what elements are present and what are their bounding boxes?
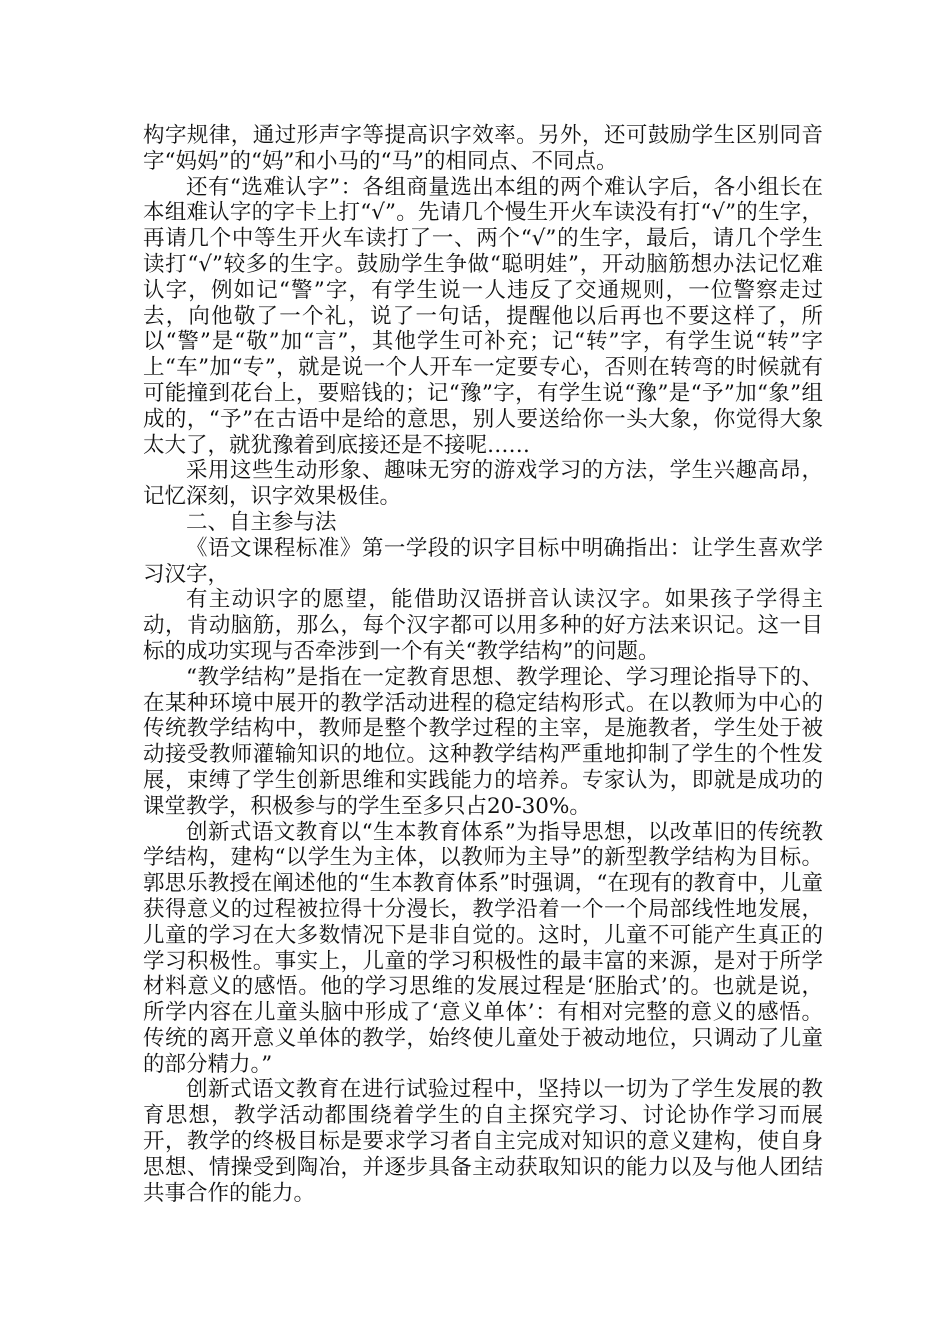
paragraph-7: 创新式语文教育以“生本教育体系”为指导思想，以改革旧的传统教学结构，建构“以学生为主体，以教师为主导”的新型教学结构为目标。郭思乐教授在阐述他的“生本教育体系”时强调，“在现有的教育中，儿童获得意义的过程被拉得十分漫长，教学沿着一个一个局部线性地发展，儿童的学习在大多数情况下是非自觉的。这时，儿童不可能产生真正的学习积极性。事实上，儿童的学习积极性的最丰富的来源，是对于所学材料意义的感悟。他的学习思维的发展过程是‘胚胎式’的。也就是说，所学内容在儿童头脑中形成了‘意义单体’：有相对完整的意义的感悟。传统的离开意义单体的教学，始终使儿童处于被动地位，只调动了儿童的部分精力。” [143,819,823,1077]
paragraph-5: 有主动识字的愿望，能借助汉语拼音认读汉字。如果孩子学得主动，肯动脑筋，那么，每个汉字都可以用多种的好方法来识记。这一目标的成功实现与否牵涉到一个有关“教学结构”的问题。 [143,587,823,664]
document-page [143,123,823,1206]
paragraph-4: 《语文课程标准》第一学段的识字目标中明确指出：让学生喜欢学习汉字， [143,535,823,587]
paragraph-8: 创新式语文教育在进行试验过程中，坚持以一切为了学生发展的教育思想，教学活动都围绕着学生的自主探究学习、讨论协作学习而展开，教学的终极目标是要求学习者自主完成对知识的意义建构，使自身思想、情操受到陶冶，并逐步具备主动获取知识的能力以及与他人团结共事合作的能力。 [143,1077,823,1206]
paragraph-1: 构字规律，通过形声字等提高识字效率。另外，还可鼓励学生区别同音字“妈妈”的“妈”和小马的“马”的相同点、不同点。 [143,123,823,174]
section-heading: 二、自主参与法 [186,509,337,535]
paragraph-3: 采用这些生动形象、趣味无穷的游戏学习的方法，学生兴趣高昂，记忆深刻，识字效果极佳。 [143,458,823,510]
paragraph-6: “教学结构”是指在一定教育思想、教学理论、学习理论指导下的、在某种环境中展开的教学活动进程的稳定结构形式。在以教师为中心的传统教学结构中，教师是整个教学过程的主宰，是施教者，学生处于被动接受教师灌输知识的地位。这种教学结构严重地抑制了学生的个性发展，束缚了学生创新思维和实践能力的培养。专家认为，即就是成功的课堂教学，积极参与的学生至多只占20-30%。 [143,664,823,819]
paragraph-2: 还有“选难认字”：各组商量选出本组的两个难认字后，各小组长在本组难认字的字卡上打“√”。先请几个慢生开火车读没有打“√”的生字，再请几个中等生开火车读打了一、两个“√”的生字，最后，请几个学生读打“√”较多的生字。鼓励学生争做“聪明娃”，开动脑筋想办法记忆难认字，例如记“警”字，有学生说一人违反了交通规则，一位警察走过去，向他敬了一个礼，说了一句话，提醒他以后再也不要这样了，所以“警”是“敬”加“言”，其他学生可补充；记“转”字，有学生说“转”字上“车”加“专”，就是说一个人开车一定要专心，否则在转弯的时候就有可能撞到花台上，要赔钱的；记“豫”字，有学生说“豫”是“予”加“象”组成的，“予”在古语中是给的意思，别人要送给你一头大象，你觉得大象太大了，就犹豫着到底接还是不接呢…… [143,174,823,458]
